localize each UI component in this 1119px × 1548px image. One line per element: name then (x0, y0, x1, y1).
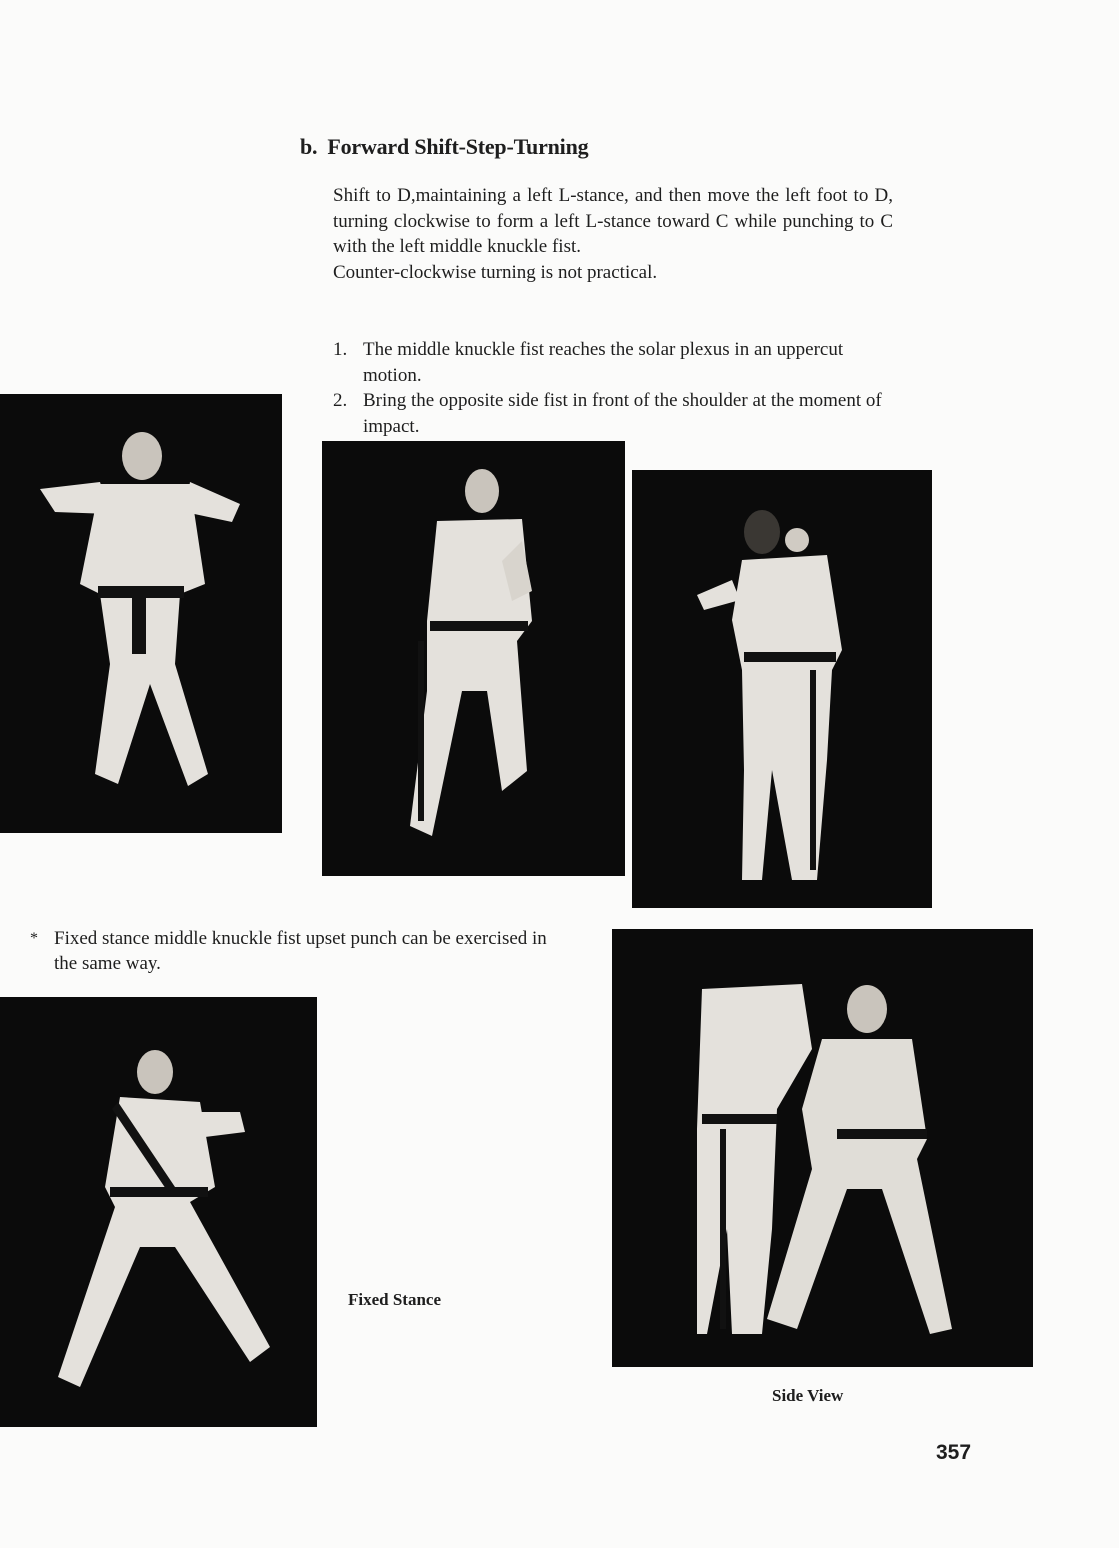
figure-fixed-stance-icon (0, 997, 317, 1427)
step-text: The middle knuckle fist reaches the solar plexus in an uppercut motion. (363, 339, 844, 386)
step-number: 1. (333, 339, 348, 360)
section-marker: b. (300, 134, 318, 159)
steps-list (333, 337, 893, 439)
step-text: Bring the opposite side fist in front of the shoulder at the moment of impact. (363, 390, 882, 437)
footnote (30, 926, 570, 976)
photo-1 (0, 394, 282, 833)
figure-turned-icon (632, 470, 932, 908)
step-item (333, 388, 893, 439)
caption-side-view: Side View (772, 1386, 844, 1405)
description (333, 183, 893, 285)
section-title: Forward Shift-Step-Turning (327, 134, 589, 159)
description-line: Counter-clockwise turning is not practical. (333, 261, 658, 283)
footnote-text: Fixed stance middle knuckle fist upset punch can be exercised in the same way. (54, 928, 547, 974)
section-heading (300, 134, 588, 160)
photo-fixed-stance (0, 997, 317, 1427)
figure-stepping-icon (322, 441, 625, 876)
page-number: 357 (936, 1441, 972, 1464)
caption-fixed-stance: Fixed Stance (348, 1290, 442, 1309)
figure-standing-icon (0, 394, 282, 833)
photo-3 (632, 470, 932, 908)
step-number: 2. (333, 390, 348, 411)
footnote-marker: * (30, 930, 38, 947)
photo-2 (322, 441, 625, 876)
description-line: Shift to D,maintaining a left L-stance, and then move the left foot to D, turning clockwise to form a left L-stance toward C while punching to C with the left middle knuckle fist. (333, 185, 893, 257)
photo-side-view (612, 929, 1033, 1367)
step-item (333, 337, 893, 388)
figure-pair-icon (612, 929, 1033, 1367)
